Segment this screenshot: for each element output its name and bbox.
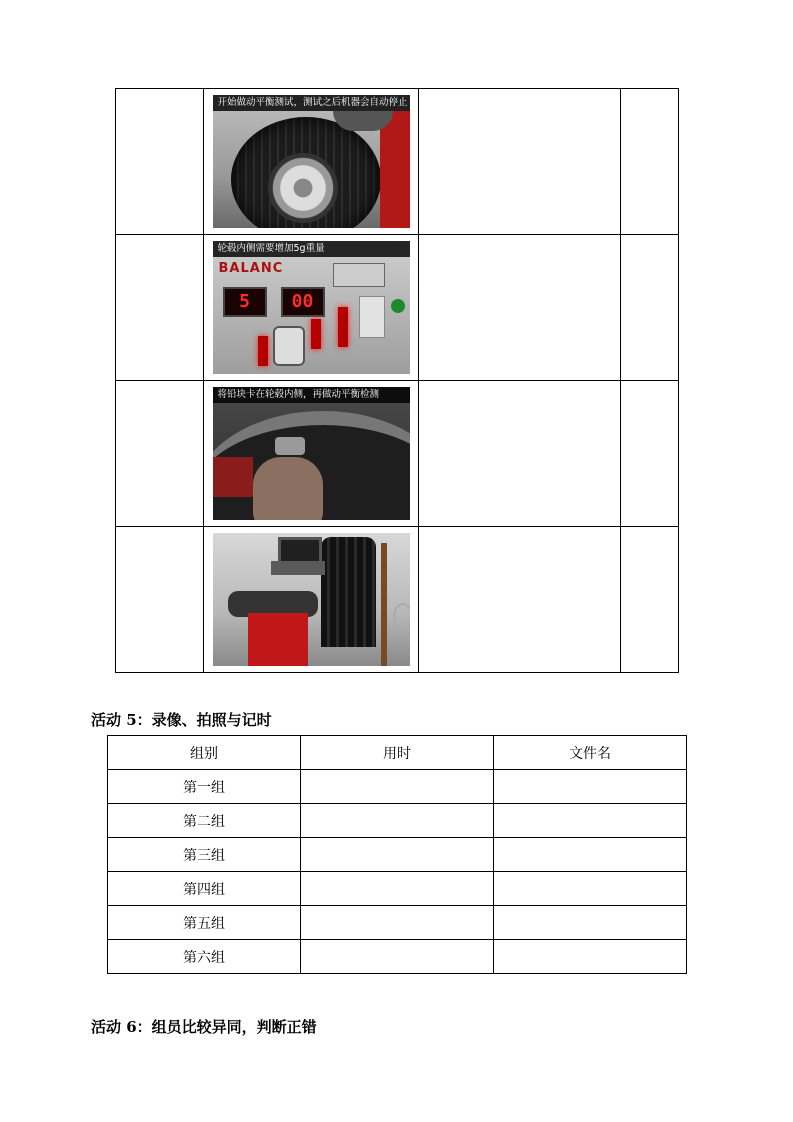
time-cell — [301, 804, 494, 838]
group-cell: 第二组 — [108, 804, 301, 838]
activity5-heading: 活动 5：录像、拍照与记时 — [91, 711, 272, 729]
table-row — [108, 940, 687, 974]
notes-cell — [419, 89, 621, 235]
activity6-heading: 活动 6：组员比较异同，判断正错 — [91, 1018, 317, 1036]
wall-pole — [381, 543, 387, 666]
photo-cell — [204, 235, 419, 381]
remark-cell — [621, 89, 679, 235]
time-cell — [301, 906, 494, 940]
wheel-balancing-photo — [213, 95, 410, 228]
photo-caption: 将铅块卡在轮毂内侧，再做动平衡检测 — [213, 387, 410, 403]
filename-cell — [494, 940, 687, 974]
photo-caption: 开始做动平衡测试，测试之后机器会自动停止 — [213, 95, 410, 111]
photo-cell — [204, 89, 419, 235]
step-number-cell — [116, 89, 204, 235]
table-header-row — [108, 736, 687, 770]
filename-cell — [494, 804, 687, 838]
group-cell: 第三组 — [108, 838, 301, 872]
machine-body — [213, 457, 253, 497]
balancing-machine-photo — [213, 533, 410, 666]
indicator-led — [338, 307, 348, 347]
car-diagram-icon — [333, 263, 385, 287]
filename-cell — [494, 770, 687, 804]
left-display: 5 — [223, 287, 267, 317]
group-cell: 第一组 — [108, 770, 301, 804]
notes-cell — [419, 527, 621, 673]
column-header: 文件名 — [494, 736, 687, 770]
column-header: 用时 — [301, 736, 494, 770]
weight-clip-photo — [213, 387, 410, 520]
table-row — [108, 838, 687, 872]
control-panel — [271, 561, 325, 575]
steps-table — [115, 88, 679, 673]
machine-arm — [333, 111, 393, 131]
time-cell — [301, 940, 494, 974]
notes-cell — [419, 235, 621, 381]
group-timing-table — [107, 735, 687, 974]
machine-base — [248, 613, 308, 666]
wheel-icon — [273, 326, 305, 366]
hand-shape — [253, 457, 323, 520]
group-cell: 第四组 — [108, 872, 301, 906]
table-row — [116, 235, 679, 381]
time-cell — [301, 872, 494, 906]
column-header: 组别 — [108, 736, 301, 770]
panel-brand: BALANC — [218, 261, 284, 276]
right-display: 00 — [281, 287, 325, 317]
table-row — [108, 872, 687, 906]
table-row — [108, 906, 687, 940]
indicator-led — [258, 336, 268, 366]
machine-body — [380, 111, 410, 228]
rim-shape — [268, 153, 338, 223]
remark-cell — [621, 235, 679, 381]
fan-icon — [393, 603, 410, 631]
table-row — [116, 527, 679, 673]
filename-cell — [494, 906, 687, 940]
start-button-icon — [391, 299, 405, 313]
photo-caption: 轮毂内侧需要增加5g重量 — [213, 241, 410, 257]
balancer-panel-photo — [213, 241, 410, 374]
lead-weight-icon — [275, 437, 305, 455]
filename-cell — [494, 872, 687, 906]
time-cell — [301, 770, 494, 804]
indicator-led — [311, 319, 321, 349]
notes-cell — [419, 381, 621, 527]
filename-cell — [494, 838, 687, 872]
photo-cell — [204, 527, 419, 673]
group-cell: 第五组 — [108, 906, 301, 940]
keypad-icon — [359, 296, 385, 338]
time-cell — [301, 838, 494, 872]
table-row — [108, 770, 687, 804]
remark-cell — [621, 381, 679, 527]
table-row — [116, 381, 679, 527]
wheel-guard — [321, 537, 376, 647]
step-number-cell — [116, 527, 204, 673]
table-row — [108, 804, 687, 838]
step-number-cell — [116, 381, 204, 527]
step-number-cell — [116, 235, 204, 381]
remark-cell — [621, 527, 679, 673]
table-row — [116, 89, 679, 235]
photo-cell — [204, 381, 419, 527]
group-cell: 第六组 — [108, 940, 301, 974]
